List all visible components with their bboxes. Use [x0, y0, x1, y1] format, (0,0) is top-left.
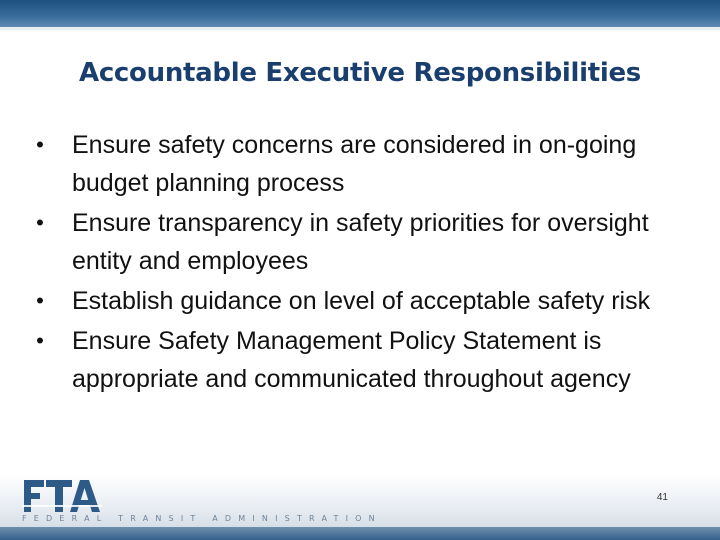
- bullet-marker: •: [36, 132, 44, 157]
- top-banner: [0, 0, 720, 30]
- slide-title: Accountable Executive Responsibilities: [79, 58, 641, 88]
- bullet-text: Ensure Safety Management Policy Statement is appropriate and communicated throughout agency: [72, 327, 631, 393]
- bullet-text: Ensure transparency in safety priorities for oversight entity and employees: [72, 209, 649, 275]
- bullet-text: Establish guidance on level of acceptable safety risk: [72, 287, 651, 315]
- fta-logo: [22, 478, 382, 526]
- bullet-item: [30, 204, 680, 280]
- bullet-list: [30, 126, 680, 400]
- bullet-marker: •: [36, 328, 44, 353]
- bullet-item: [30, 126, 680, 202]
- bullet-marker: •: [36, 288, 44, 313]
- bullet-text: Ensure safety concerns are considered in on-going budget planning process: [72, 131, 637, 197]
- page-number: 41: [656, 492, 668, 503]
- bullet-marker: •: [36, 210, 44, 235]
- bullet-item: [30, 322, 680, 398]
- fta-logo-mark: [22, 478, 102, 514]
- fta-logo-subtext: FEDERAL TRANSIT ADMINISTRATION: [22, 514, 382, 523]
- bullet-item: [30, 282, 680, 320]
- footer-bar: [0, 527, 720, 540]
